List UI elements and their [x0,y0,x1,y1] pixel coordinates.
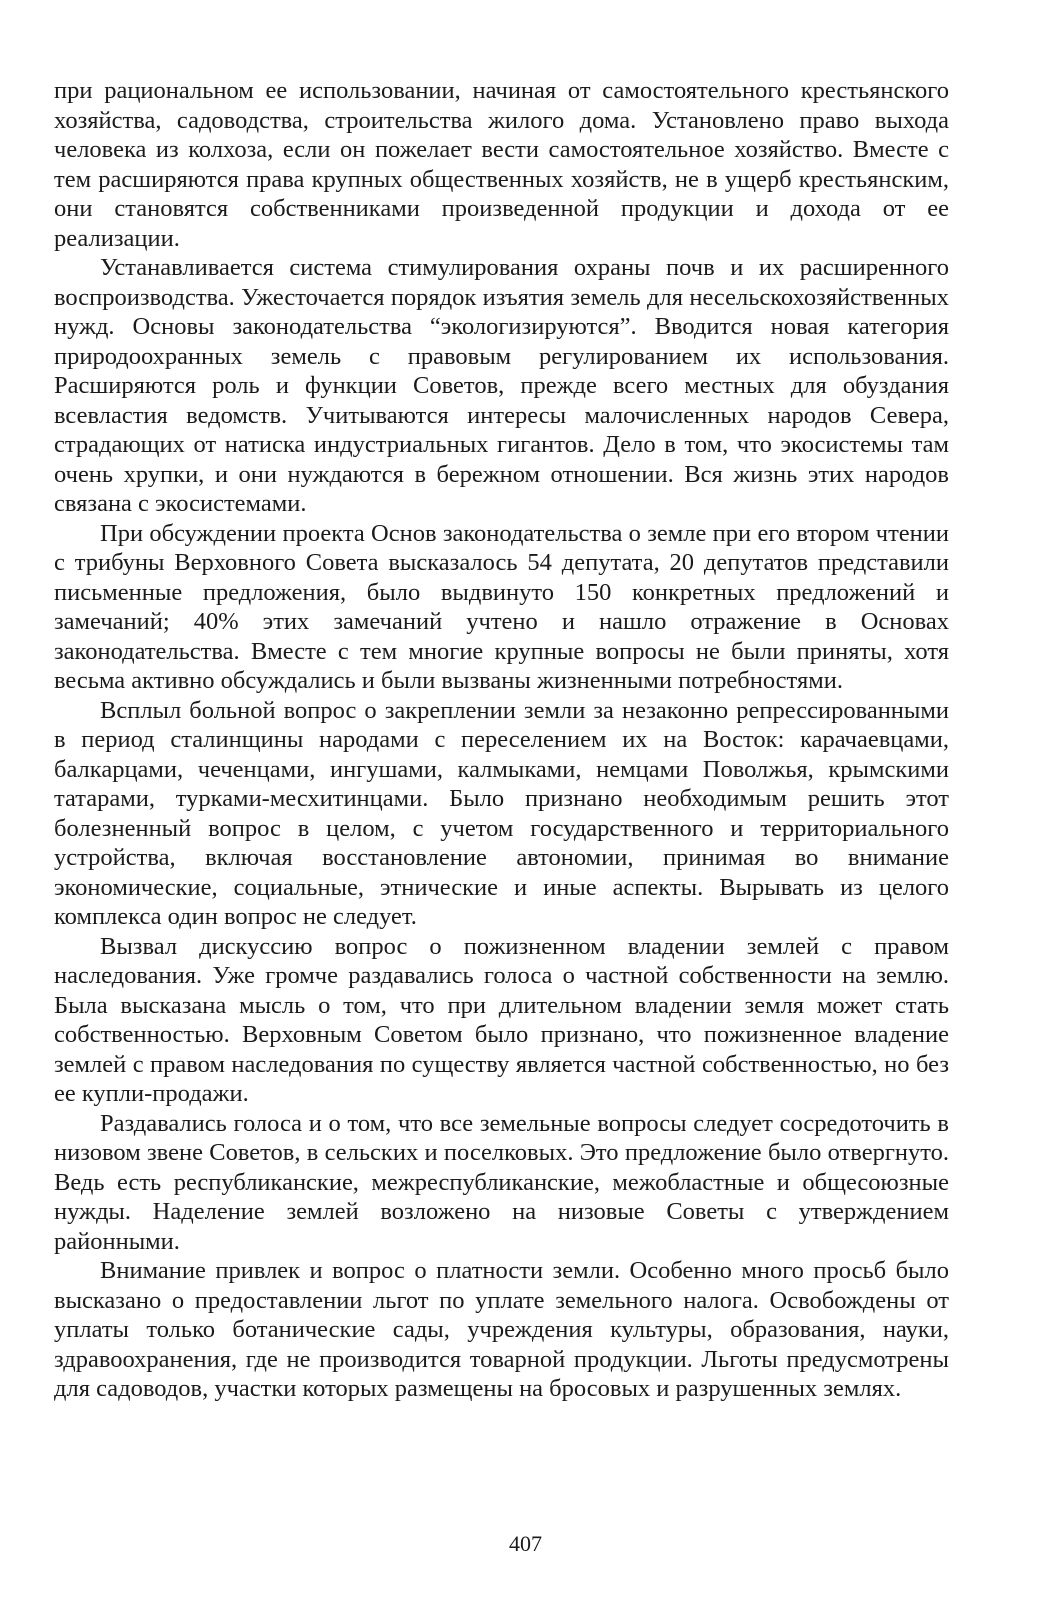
paragraph-7: Внимание привлек и вопрос о платности земли. Особенно много просьб было высказано о предоставлении льгот по уплате земельного налога. Освобождены от уплаты только ботанические сады, учреждения культуры, образования, науки, здравоохранения, где не производится товарной продукции. Льготы предусмотрены для садоводов, участки которых размещены на бросовых и разрушенных землях. [54,1257,949,1402]
paragraph-3: При обсуждении проекта Основ законодательства о земле при его втором чтении с трибуны Верховного Совета высказалось 54 депутата, 20 депутатов представили письменные предложения, было выдвинуто 150 конкретных предложений и замечаний; 40% этих замечаний учтено и нашло отражение в Основах законодательства. Вместе с тем многие крупные вопросы не были приняты, хотя весьма активно обсуждались и были вызваны жизненными потребностями. [54,519,949,694]
paragraph-6: Раздавались голоса и о том, что все земельные вопросы следует сосредоточить в низовом звене Советов, в сельских и поселковых. Это предложение было отвергнуто. Ведь есть республиканские, межреспубликанские, межобластные и общесоюзные нужды. Наделение землей возложено на низовые Советы с утверждением районными. [54,1109,949,1255]
paragraph-1: при рациональном ее использовании, начиная от самостоятельного крестьянского хозяйства, садоводства, строительства жилого дома. Установлено право выхода человека из колхоза, если он пожелает вести самостоятельное хозяйство. Вместе с тем расширяются права крупных общественных хозяйств, не в ущерб крестьянским, они становятся собственниками произведенной продукции и дохода от ее реализации. [54,77,949,252]
page-text [54,76,949,1404]
page-number: 407 [509,1531,542,1556]
paragraph-5: Вызвал дискуссию вопрос о пожизненном владении землей с правом наследования. Уже громче раздавались голоса о частной собственности на землю. Была высказана мысль о том, что при длительном владении земля может стать собственностью. Верховным Советом было признано, что пожизненное владение землей с правом наследования по существу является частной собственностью, но без ее купли-продажи. [54,932,949,1107]
paragraph-4: Всплыл больной вопрос о закреплении земли за незаконно репрессированными в период сталинщины народами с переселением их на Восток: карачаевцами, балкарцами, чеченцами, ингушами, калмыками, немцами Поволжья, крымскими татарами, турками-месхитинцами. Было признано необходимым решить этот болезненный вопрос в целом, с учетом государственного и территориального устройства, включая восстановление автономии, принимая во внимание экономические, социальные, этнические и иные аспекты. Вырывать из целого комплекса один вопрос не следует. [54,696,949,930]
paragraph-2: Устанавливается система стимулирования охраны почв и их расширенного воспроизводства. Ужесточается порядок изъятия земель для несельскохозяйственных нужд. Основы законодательства “экологизируются”. Вводится новая категория природоохранных земель с правовым регулированием их использования. Расширяются роль и функции Советов, прежде всего местных для обуздания всевластия ведомств. Учитываются интересы малочисленных народов Севера, страдающих от натиска индустриальных гигантов. Дело в том, что экосистемы там очень хрупки, и они нуждаются в бережном отношении. Вся жизнь этих народов связана с экосистемами. [54,254,949,517]
